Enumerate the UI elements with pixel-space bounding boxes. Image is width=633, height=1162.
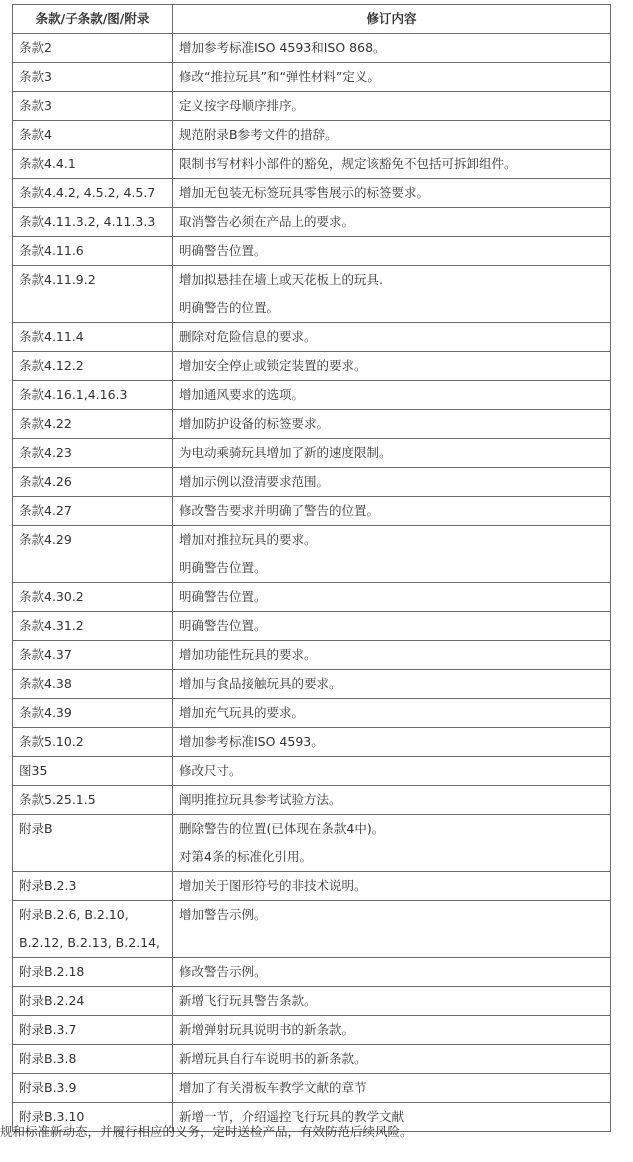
clause-cell	[13, 92, 173, 121]
revision-text: 增加了有关滑板车教学文献的章节	[179, 1080, 367, 1095]
revision-text: 为电动乘骑玩具增加了新的速度限制。	[179, 445, 392, 460]
table-row	[13, 612, 611, 641]
revision-cell	[173, 179, 611, 208]
table-row	[13, 497, 611, 526]
clause-cell	[13, 670, 173, 699]
clause-text: 条款3	[19, 69, 52, 84]
clause-cell	[13, 612, 173, 641]
clause-text: 附录B.3.9	[19, 1080, 77, 1095]
clause-text: 条款4.29	[19, 532, 72, 547]
clause-text: 附录B	[19, 821, 53, 836]
clause-text: 附录B.2.6, B.2.10,	[19, 907, 129, 922]
clause-cell	[13, 641, 173, 670]
clause-cell	[13, 699, 173, 728]
revision-cell	[173, 1045, 611, 1074]
revision-cell	[173, 410, 611, 439]
clause-cell	[13, 872, 173, 901]
revision-text: 规范附录B参考文件的措辞。	[179, 127, 338, 142]
revision-cell	[173, 1074, 611, 1103]
footer-text: 规和标准新动态，并履行相应的义务，定时送检产品，有效防范后续风险。	[0, 1124, 413, 1139]
clause-text: 条款4.4.1	[19, 156, 76, 171]
table-row	[13, 34, 611, 63]
table-row	[13, 641, 611, 670]
revision-text: 增加拟悬挂在墙上或天花板上的玩具.	[179, 272, 383, 287]
table-row	[13, 63, 611, 92]
clause-cell	[13, 121, 173, 150]
revision-cell	[173, 901, 611, 958]
table-row	[13, 208, 611, 237]
revision-cell	[173, 323, 611, 352]
revision-text: 新增一节，介绍遥控飞行玩具的教学文献	[179, 1109, 405, 1124]
clause-text: 条款4.11.3.2, 4.11.3.3	[19, 214, 156, 229]
clause-text: B.2.12, B.2.13, B.2.14,	[19, 935, 161, 950]
revision-cell	[173, 958, 611, 987]
table-row	[13, 92, 611, 121]
table-body	[13, 34, 611, 1132]
clause-text: 附录B.2.24	[19, 993, 85, 1008]
revision-cell	[173, 699, 611, 728]
revision-text: 增加无包装无标签玩具零售展示的标签要求。	[179, 185, 430, 200]
table-row	[13, 728, 611, 757]
revision-text: 明确警告位置。	[179, 589, 267, 604]
clause-text: 条款3	[19, 98, 52, 113]
clause-cell	[13, 958, 173, 987]
revision-text: 阐明推拉玩具参考试验方法。	[179, 792, 342, 807]
table-row	[13, 352, 611, 381]
revision-text: 增加示例以澄清要求范围。	[179, 474, 330, 489]
clause-cell	[13, 526, 173, 583]
clause-text: 条款4.26	[19, 474, 72, 489]
revision-text: 明确警告位置。	[179, 243, 267, 258]
clause-cell	[13, 266, 173, 323]
table-row	[13, 583, 611, 612]
revision-text: 修改警告要求并明确了警告的位置。	[179, 503, 380, 518]
revision-cell	[173, 872, 611, 901]
revision-cell	[173, 150, 611, 179]
revision-cell	[173, 352, 611, 381]
revision-text: 删除警告的位置(已体现在条款4中)。	[179, 821, 385, 836]
revision-text: 新增弹射玩具说明书的新条款。	[179, 1022, 355, 1037]
clause-text: 条款4.31.2	[19, 618, 84, 633]
revision-text: 增加关于图形符号的非技术说明。	[179, 878, 367, 893]
revision-cell	[173, 92, 611, 121]
revision-text: 对第4条的标准化引用。	[179, 849, 312, 864]
clause-cell	[13, 1074, 173, 1103]
table-row	[13, 439, 611, 468]
clause-cell	[13, 815, 173, 872]
revision-text: 增加与食品接触玩具的要求。	[179, 676, 342, 691]
revision-cell	[173, 815, 611, 872]
revision-text: 新增飞行玩具警告条款。	[179, 993, 317, 1008]
revision-cell	[173, 786, 611, 815]
table-row	[13, 786, 611, 815]
revision-text: 增加警告示例。	[179, 907, 267, 922]
clause-cell	[13, 757, 173, 786]
revision-text: 定义按字母顺序排序。	[179, 98, 305, 113]
clause-text: 条款4.39	[19, 705, 72, 720]
clause-text: 条款4.11.6	[19, 243, 84, 258]
clause-cell	[13, 208, 173, 237]
revision-text: 增加防护设备的标签要求。	[179, 416, 330, 431]
revision-cell	[173, 583, 611, 612]
table-row	[13, 150, 611, 179]
revision-text: 增加安全停止或锁定装置的要求。	[179, 358, 367, 373]
revision-cell	[173, 670, 611, 699]
revision-cell	[173, 381, 611, 410]
revision-text: 增加对推拉玩具的要求。	[179, 532, 317, 547]
revision-table	[12, 4, 611, 1132]
clause-cell	[13, 381, 173, 410]
clause-cell	[13, 150, 173, 179]
revision-cell	[173, 63, 611, 92]
clause-text: 条款4.22	[19, 416, 72, 431]
revision-text: 修改“推拉玩具”和“弹性材料”定义。	[179, 69, 380, 84]
table-row	[13, 987, 611, 1016]
clause-cell	[13, 34, 173, 63]
table-row	[13, 901, 611, 958]
clause-text: 条款4.37	[19, 647, 72, 662]
clause-cell	[13, 323, 173, 352]
table-row	[13, 1074, 611, 1103]
revision-text: 增加充气玩具的要求。	[179, 705, 305, 720]
table-row	[13, 526, 611, 583]
revision-cell	[173, 497, 611, 526]
table-row	[13, 237, 611, 266]
clause-cell	[13, 352, 173, 381]
table-row	[13, 815, 611, 872]
table-row	[13, 266, 611, 323]
clause-cell	[13, 497, 173, 526]
table-row	[13, 468, 611, 497]
revision-text: 限制书写材料小部件的豁免，规定该豁免不包括可拆卸组件。	[179, 156, 517, 171]
clause-text: 条款5.25.1.5	[19, 792, 96, 807]
clause-cell	[13, 237, 173, 266]
clause-text: 条款4.12.2	[19, 358, 84, 373]
clause-text: 附录B.2.3	[19, 878, 77, 893]
clause-text: 条款4.11.9.2	[19, 272, 96, 287]
revision-text: 明确警告的位置。	[179, 300, 280, 315]
clause-text: 条款5.10.2	[19, 734, 84, 749]
column-header-clause: 条款/子条款/图/附录	[13, 5, 173, 34]
table-row	[13, 757, 611, 786]
table-row	[13, 410, 611, 439]
clause-text: 附录B.3.10	[19, 1109, 85, 1124]
clause-text: 条款4.30.2	[19, 589, 84, 604]
table-row	[13, 1016, 611, 1045]
clause-text: 图35	[19, 763, 48, 778]
column-header-revision: 修订内容	[173, 5, 611, 34]
revision-cell	[173, 526, 611, 583]
clause-text: 条款2	[19, 40, 52, 55]
clause-cell	[13, 987, 173, 1016]
revision-cell	[173, 987, 611, 1016]
table-row	[13, 958, 611, 987]
revision-cell	[173, 757, 611, 786]
clause-cell	[13, 901, 173, 958]
revision-text: 明确警告位置。	[179, 618, 267, 633]
revision-text: 增加参考标准ISO 4593和ISO 868。	[179, 40, 386, 55]
clause-text: 附录B.3.8	[19, 1051, 77, 1066]
revision-cell	[173, 121, 611, 150]
revision-cell	[173, 34, 611, 63]
revision-text: 取消警告必须在产品上的要求。	[179, 214, 355, 229]
clause-text: 条款4.16.1,4.16.3	[19, 387, 128, 402]
clause-cell	[13, 179, 173, 208]
clause-text: 条款4.23	[19, 445, 72, 460]
table-header-row	[13, 5, 611, 34]
revision-text: 修改警告示例。	[179, 964, 267, 979]
table-row	[13, 323, 611, 352]
clause-text: 附录B.3.7	[19, 1022, 77, 1037]
clause-text: 条款4.4.2, 4.5.2, 4.5.7	[19, 185, 156, 200]
clause-cell	[13, 583, 173, 612]
clause-cell	[13, 1045, 173, 1074]
clause-text: 条款4.11.4	[19, 329, 84, 344]
revision-text: 新增玩具自行车说明书的新条款。	[179, 1051, 367, 1066]
revision-cell	[173, 468, 611, 497]
table-row	[13, 872, 611, 901]
revision-text: 增加通风要求的选项。	[179, 387, 305, 402]
revision-text: 删除对危险信息的要求。	[179, 329, 317, 344]
clause-cell	[13, 728, 173, 757]
revision-cell	[173, 266, 611, 323]
revision-cell	[173, 641, 611, 670]
clause-text: 条款4.27	[19, 503, 72, 518]
revision-cell	[173, 237, 611, 266]
table-row	[13, 179, 611, 208]
revision-text: 明确警告位置。	[179, 560, 267, 575]
revision-text: 增加功能性玩具的要求。	[179, 647, 317, 662]
clause-cell	[13, 1016, 173, 1045]
table-row	[13, 699, 611, 728]
revision-text: 修改尺寸。	[179, 763, 242, 778]
revision-cell	[173, 208, 611, 237]
revision-cell	[173, 728, 611, 757]
revision-text: 增加参考标准ISO 4593。	[179, 734, 324, 749]
clause-cell	[13, 468, 173, 497]
clause-cell	[13, 63, 173, 92]
clause-cell	[13, 786, 173, 815]
clause-cell	[13, 439, 173, 468]
clause-cell	[13, 410, 173, 439]
table-row	[13, 670, 611, 699]
revision-cell	[173, 612, 611, 641]
clause-text: 条款4	[19, 127, 52, 142]
clause-text: 条款4.38	[19, 676, 72, 691]
table-row	[13, 1045, 611, 1074]
table-row	[13, 121, 611, 150]
table-row	[13, 381, 611, 410]
revision-cell	[173, 439, 611, 468]
clause-text: 附录B.2.18	[19, 964, 85, 979]
revision-cell	[173, 1016, 611, 1045]
